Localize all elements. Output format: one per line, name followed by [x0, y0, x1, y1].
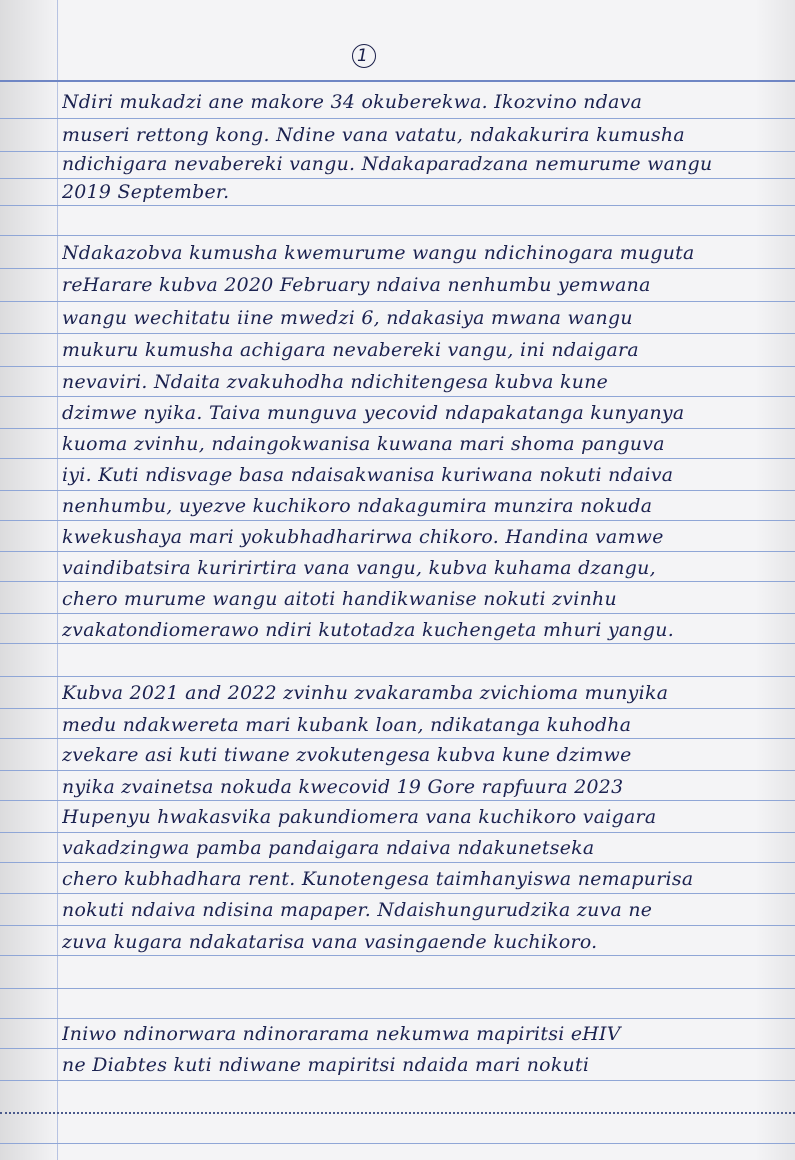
- text-line: kwekushaya mari yokubhadharirwa chikoro. Handina vamwe: [62, 526, 664, 548]
- text-line: wangu wechitatu iine mwedzi 6, ndakasiya mwana wangu: [62, 307, 633, 329]
- page-shadow-left: [0, 0, 60, 1160]
- text-line: zuva kugara ndakatarisa vana vasingaende kuchikoro.: [62, 931, 598, 953]
- ruled-line: [0, 676, 795, 677]
- ruled-line: [0, 1018, 795, 1019]
- ruled-line: [0, 151, 795, 152]
- margin-line: [57, 0, 58, 1160]
- ruled-line: [0, 893, 795, 894]
- ruled-line: [0, 333, 795, 334]
- text-line: mukuru kumusha achigara nevabereki vangu, ini ndaigara: [62, 339, 639, 361]
- ruled-line: [0, 862, 795, 863]
- text-line: Ndiri mukadzi ane makore 34 okuberekwa. Ikozvino ndava: [62, 91, 643, 113]
- ruled-line: [0, 1143, 795, 1144]
- ruled-line: [0, 738, 795, 739]
- ruled-line: [0, 925, 795, 926]
- ruled-line: [0, 643, 795, 644]
- text-line: chero kubhadhara rent. Kunotengesa taimhanyiswa nemapurisa: [62, 868, 694, 890]
- ruled-line: [0, 428, 795, 429]
- text-line: zvekare asi kuti tiwane zvokutengesa kubva kune dzimwe: [62, 744, 632, 766]
- text-line: nokuti ndaiva ndisina mapaper. Ndaishungurudzika zuva ne: [62, 899, 653, 921]
- text-line: nevaviri. Ndaita zvakuhodha ndichitengesa kubva kune: [62, 371, 609, 393]
- ruled-line: [0, 613, 795, 614]
- text-line: Ndakazobva kumusha kwemurume wangu ndichinogara muguta: [62, 242, 695, 264]
- top-rule: [0, 80, 795, 82]
- text-line: 2019 September.: [62, 181, 230, 203]
- ruled-line: [0, 988, 795, 989]
- text-line: ndichigara nevabereki vangu. Ndakaparadzana nemurume wangu: [62, 153, 713, 175]
- ruled-line: [0, 178, 795, 179]
- text-line: reHarare kubva 2020 February ndaiva nenhumbu yemwana: [62, 274, 651, 296]
- ruled-line: [0, 235, 795, 236]
- ruled-line: [0, 520, 795, 521]
- text-line: iyi. Kuti ndisvage basa ndaisakwanisa kuriwana nokuti ndaiva: [62, 464, 674, 486]
- ruled-line: [0, 955, 795, 956]
- ruled-line: [0, 832, 795, 833]
- ruled-line: [0, 205, 795, 206]
- ruled-line: [0, 268, 795, 269]
- ruled-line: [0, 770, 795, 771]
- text-line: Hupenyu hwakasvika pakundiomera vana kuchikoro vaigara: [62, 806, 657, 828]
- ruled-line: [0, 396, 795, 397]
- text-line: kuoma zvinhu, ndaingokwanisa kuwana mari shoma panguva: [62, 433, 665, 455]
- text-line: ne Diabtes kuti ndiwane mapiritsi ndaida mari nokuti: [62, 1054, 590, 1076]
- ruled-line: [0, 458, 795, 459]
- page-number: 1: [357, 46, 368, 66]
- text-line: museri rettong kong. Ndine vana vatatu, ndakakurira kumusha: [62, 124, 685, 146]
- text-line: vakadzingwa pamba pandaigara ndaiva ndakunetseka: [62, 837, 595, 859]
- text-line: Kubva 2021 and 2022 zvinhu zvakaramba zvichioma munyika: [62, 682, 669, 704]
- bottom-dotted-rule: [0, 1112, 795, 1114]
- text-line: medu ndakwereta mari kubank loan, ndikatanga kuhodha: [62, 714, 632, 736]
- ruled-line: [0, 118, 795, 119]
- text-line: chero murume wangu aitoti handikwanise nokuti zvinhu: [62, 588, 617, 610]
- text-line: zvakatondiomerawo ndiri kutotadza kuchengeta mhuri yangu.: [62, 619, 675, 641]
- ruled-line: [0, 551, 795, 552]
- ruled-line: [0, 366, 795, 367]
- text-line: dzimwe nyika. Taiva munguva yecovid ndapakatanga kunyanya: [62, 402, 685, 424]
- text-line: nenhumbu, uyezve kuchikoro ndakagumira munzira nokuda: [62, 495, 653, 517]
- text-line: nyika zvainetsa nokuda kwecovid 19 Gore rapfuura 2023: [62, 776, 624, 798]
- ruled-line: [0, 301, 795, 302]
- ruled-line: [0, 490, 795, 491]
- ruled-line: [0, 1048, 795, 1049]
- ruled-line: [0, 800, 795, 801]
- text-line: Iniwo ndinorwara ndinorarama nekumwa mapiritsi eHIV: [62, 1023, 621, 1045]
- ruled-line: [0, 1080, 795, 1081]
- ruled-line: [0, 581, 795, 582]
- text-line: vaindibatsira kuririrtira vana vangu, kubva kuhama dzangu,: [62, 557, 656, 579]
- ruled-line: [0, 708, 795, 709]
